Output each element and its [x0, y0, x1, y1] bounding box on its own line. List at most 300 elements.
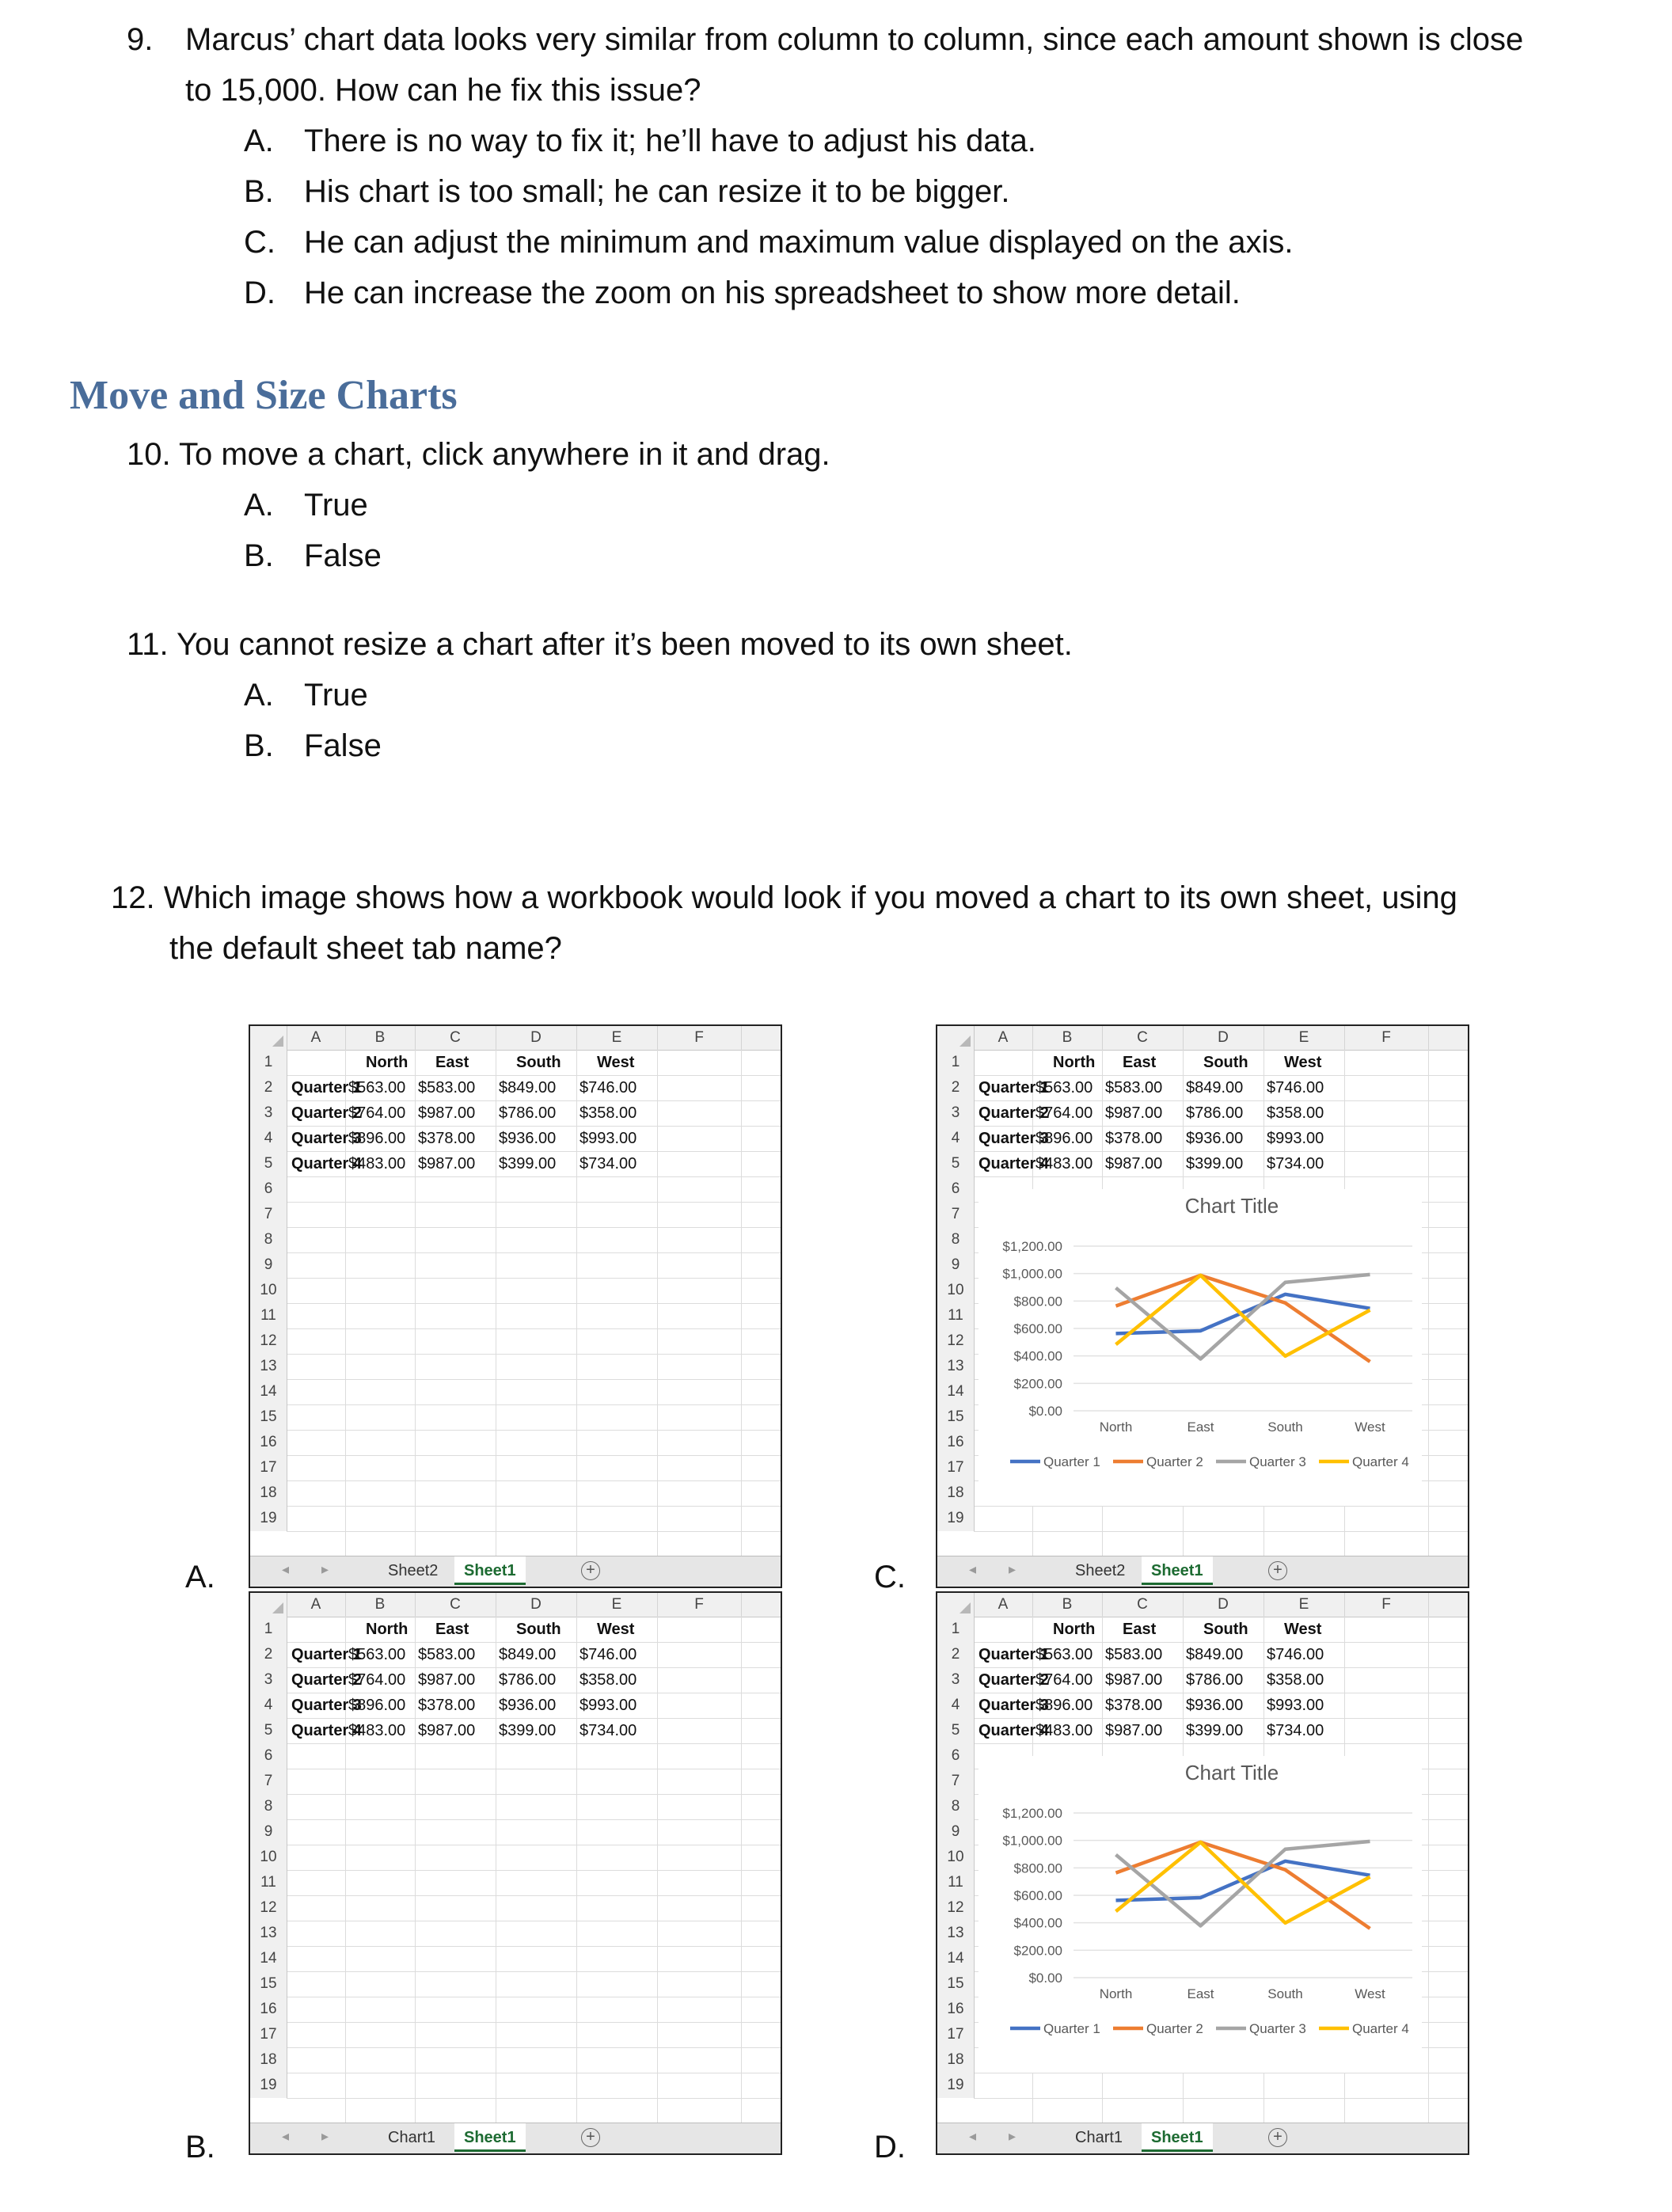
cell-value[interactable]: $746.00 [1267, 1646, 1324, 1663]
cell-value[interactable]: $399.00 [499, 1155, 557, 1173]
row-header-13[interactable]: 13 [250, 1354, 287, 1379]
row-header-9[interactable]: 9 [937, 1819, 975, 1845]
sheet-tab-first[interactable]: Chart1 [1075, 2129, 1123, 2146]
row-header-2[interactable]: 2 [250, 1075, 287, 1100]
cell-value[interactable]: $936.00 [1186, 1130, 1244, 1147]
grid-row-line [287, 1430, 781, 1431]
cell-value[interactable]: $936.00 [1186, 1697, 1244, 1714]
cell-value[interactable]: $358.00 [1267, 1671, 1324, 1689]
column-header-e[interactable]: E [1264, 1026, 1345, 1050]
cell-header-west[interactable]: West [1284, 1621, 1322, 1638]
grid-column-line [1428, 1050, 1429, 1556]
column-header-d[interactable]: D [1183, 1593, 1264, 1617]
cell-value[interactable]: $786.00 [1186, 1104, 1244, 1122]
grid-column-line [741, 1050, 742, 1556]
add-sheet-icon[interactable]: + [581, 1561, 600, 1580]
grid-row-line [287, 1227, 781, 1228]
cell-value[interactable]: $993.00 [1267, 1130, 1324, 1147]
cell-header-east[interactable]: East [1123, 1621, 1157, 1638]
cell-row-label[interactable]: Quarter 3 [291, 1130, 362, 1147]
cell-value[interactable]: $483.00 [348, 1722, 406, 1739]
option-letter: A. [244, 488, 274, 523]
q9-number: 9. [127, 22, 154, 57]
row-header-12[interactable]: 12 [937, 1895, 975, 1921]
q12-line1: 12. Which image shows how a workbook would look if you moved a chart to its own sheet, using [111, 880, 1457, 915]
grid-row-line [287, 1202, 781, 1203]
option-letter: A. [244, 678, 274, 713]
scroll-left-icon[interactable]: ◂ [282, 2128, 290, 2144]
row-header-9[interactable]: 9 [250, 1252, 287, 1278]
row-header-3[interactable]: 3 [250, 1100, 287, 1126]
cell-value[interactable]: $764.00 [1036, 1104, 1093, 1122]
cell-value[interactable]: $483.00 [348, 1155, 406, 1173]
cell-header-east[interactable]: East [435, 1054, 469, 1071]
grid-row-line [287, 1946, 781, 1947]
cell-value[interactable]: $896.00 [1036, 1697, 1093, 1714]
row-header-10[interactable]: 10 [250, 1278, 287, 1303]
row-header-7[interactable]: 7 [937, 1769, 975, 1794]
column-header-c[interactable]: C [415, 1593, 496, 1617]
y-tick-label: $0.00 [1028, 1971, 1062, 1986]
option-text: There is no way to fix it; he’ll have to adjust his data. [304, 124, 1036, 158]
add-sheet-icon[interactable]: + [1268, 1561, 1287, 1580]
option-letter: A. [244, 124, 274, 158]
row-header-6[interactable]: 6 [937, 1743, 975, 1769]
cell-value[interactable]: $764.00 [348, 1671, 406, 1689]
grid-row-line [287, 1870, 781, 1871]
cell-value[interactable]: $987.00 [418, 1671, 476, 1689]
row-header-8[interactable]: 8 [250, 1227, 287, 1252]
row-header-15[interactable]: 15 [937, 1971, 975, 1997]
row-header-7[interactable]: 7 [937, 1202, 975, 1227]
row-header-12[interactable]: 12 [250, 1895, 287, 1921]
cell-value[interactable]: $734.00 [1267, 1722, 1324, 1739]
sheet-tab-bar [937, 1556, 1468, 1587]
grid-row-line [974, 1506, 1468, 1507]
cell-value[interactable]: $734.00 [580, 1155, 637, 1173]
cell-value[interactable]: $399.00 [1186, 1722, 1244, 1739]
grid-row-line [974, 1743, 1468, 1744]
cell-value[interactable]: $786.00 [499, 1104, 557, 1122]
column-header-e[interactable]: E [1264, 1593, 1345, 1617]
cell-value[interactable]: $563.00 [1036, 1079, 1093, 1096]
cell-value[interactable]: $563.00 [348, 1646, 406, 1663]
row-header-10[interactable]: 10 [250, 1845, 287, 1870]
x-tick-label: East [1187, 1420, 1214, 1435]
row-header-19[interactable]: 19 [250, 2073, 287, 2098]
cell-value[interactable]: $746.00 [1267, 1079, 1324, 1096]
legend-label: Quarter 2 [1146, 2021, 1203, 2036]
cell-value[interactable]: $993.00 [580, 1697, 637, 1714]
column-header-c[interactable]: C [1102, 1026, 1184, 1050]
row-header-2[interactable]: 2 [250, 1642, 287, 1667]
cell-header-east[interactable]: East [1123, 1054, 1157, 1071]
cell-value[interactable]: $896.00 [1036, 1130, 1093, 1147]
grid-column-line [741, 1617, 742, 2123]
cell-value[interactable]: $563.00 [348, 1079, 406, 1096]
cell-value[interactable]: $746.00 [580, 1646, 637, 1663]
cell-value[interactable]: $993.00 [580, 1130, 637, 1147]
cell-header-north[interactable]: North [366, 1054, 408, 1071]
cell-value[interactable]: $746.00 [580, 1079, 637, 1096]
chart-title: Chart Title [1184, 1761, 1279, 1784]
row-header-2[interactable]: 2 [937, 1642, 975, 1667]
row-header-3[interactable]: 3 [937, 1100, 975, 1126]
image-label-c: C. [874, 1560, 906, 1594]
cell-header-west[interactable]: West [597, 1621, 635, 1638]
workbook-image-d[interactable] [936, 1591, 1469, 2155]
row-header-10[interactable]: 10 [937, 1278, 975, 1303]
cell-value[interactable]: $849.00 [1186, 1079, 1244, 1096]
sheet-tab-first[interactable]: Chart1 [388, 2129, 436, 2146]
y-tick-label: $200.00 [1013, 1376, 1062, 1392]
row-header-9[interactable]: 9 [937, 1252, 975, 1278]
row-header-13[interactable]: 13 [937, 1921, 975, 1946]
cell-row-label[interactable]: Quarter 2 [978, 1671, 1049, 1689]
row-header-8[interactable]: 8 [250, 1794, 287, 1819]
grid-column-line [415, 1617, 416, 2123]
row-header-1[interactable]: 1 [250, 1617, 287, 1642]
row-header-4[interactable]: 4 [250, 1693, 287, 1718]
cell-header-east[interactable]: East [435, 1621, 469, 1638]
cell-value[interactable]: $849.00 [499, 1646, 557, 1663]
column-header-c[interactable]: C [1102, 1593, 1184, 1617]
grid-column-line [1428, 1617, 1429, 2123]
add-sheet-icon[interactable]: + [581, 2128, 600, 2147]
cell-header-south[interactable]: South [1203, 1054, 1248, 1071]
cell-value[interactable]: $786.00 [1186, 1671, 1244, 1689]
option-text: True [304, 488, 368, 523]
q9-line2: to 15,000. How can he fix this issue? [185, 73, 701, 108]
cell-value[interactable]: $378.00 [1105, 1130, 1163, 1147]
grid-column-line [657, 1617, 658, 2123]
image-label-b: B. [185, 2130, 215, 2164]
cell-value[interactable]: $378.00 [418, 1130, 476, 1147]
column-header-f[interactable]: F [1344, 1593, 1429, 1617]
row-header-15[interactable]: 15 [937, 1404, 975, 1430]
cell-value[interactable]: $987.00 [1105, 1155, 1163, 1173]
column-header-a[interactable]: A [974, 1593, 1033, 1617]
y-tick-label: $1,200.00 [1002, 1806, 1062, 1821]
row-header-19[interactable]: 19 [937, 1506, 975, 1531]
cell-value[interactable]: $936.00 [499, 1130, 557, 1147]
y-tick-label: $1,000.00 [1002, 1833, 1062, 1849]
cell-value[interactable]: $358.00 [580, 1104, 637, 1122]
option-letter: B. [244, 538, 274, 573]
image-label-d: D. [874, 2130, 906, 2164]
cell-value[interactable]: $764.00 [1036, 1671, 1093, 1689]
x-tick-label: North [1099, 1986, 1133, 2001]
row-header-7[interactable]: 7 [250, 1202, 287, 1227]
scroll-right-icon[interactable]: ▸ [321, 1561, 329, 1577]
column-header-f[interactable]: F [657, 1026, 742, 1050]
cell-value[interactable]: $987.00 [418, 1722, 476, 1739]
cell-value[interactable]: $399.00 [499, 1722, 557, 1739]
cell-value[interactable]: $583.00 [1105, 1646, 1163, 1663]
q10-text: 10. To move a chart, click anywhere in it and drag. [127, 437, 830, 472]
row-header-4[interactable]: 4 [250, 1126, 287, 1151]
cell-row-label[interactable]: Quarter 1 [978, 1646, 1049, 1663]
x-tick-label: West [1355, 1420, 1385, 1435]
cell-value[interactable]: $987.00 [418, 1155, 476, 1173]
option-text: False [304, 728, 382, 763]
option-letter: B. [244, 728, 274, 763]
column-header-c[interactable]: C [415, 1026, 496, 1050]
row-header-6[interactable]: 6 [250, 1743, 287, 1769]
cell-header-west[interactable]: West [597, 1054, 635, 1071]
option-letter: D. [244, 276, 276, 310]
cell-value[interactable]: $583.00 [418, 1079, 476, 1096]
sheet-tab-sheet1[interactable]: Sheet1 [1142, 1556, 1213, 1585]
cell-row-label[interactable]: Quarter 2 [291, 1671, 362, 1689]
row-header-17[interactable]: 17 [250, 2022, 287, 2047]
sheet-tab-sheet1[interactable]: Sheet1 [454, 1556, 526, 1585]
legend-label: Quarter 3 [1249, 2021, 1306, 2036]
row-header-14[interactable]: 14 [250, 1379, 287, 1404]
scroll-left-icon[interactable]: ◂ [282, 1561, 290, 1577]
column-header-e[interactable]: E [576, 1026, 658, 1050]
cell-row-label[interactable]: Quarter 4 [978, 1155, 1049, 1173]
cell-value[interactable]: $993.00 [1267, 1697, 1324, 1714]
column-header-f[interactable]: F [657, 1593, 742, 1617]
row-header-16[interactable]: 16 [937, 1997, 975, 2022]
scroll-right-icon[interactable]: ▸ [1009, 2128, 1016, 2144]
q9-line1: Marcus’ chart data looks very similar from column to column, since each amount shown is close [185, 22, 1524, 57]
option-letter: B. [244, 174, 274, 209]
column-header-b[interactable]: B [345, 1026, 416, 1050]
column-header-b[interactable]: B [1032, 1593, 1103, 1617]
chart-svg [978, 1756, 1422, 2073]
cell-header-south[interactable]: South [516, 1054, 561, 1071]
cell-row-label[interactable]: Quarter 4 [291, 1155, 362, 1173]
cell-value[interactable]: $987.00 [418, 1104, 476, 1122]
option-text: He can increase the zoom on his spreadsheet to show more detail. [304, 276, 1241, 310]
row-header-14[interactable]: 14 [937, 1379, 975, 1404]
cell-value[interactable]: $764.00 [348, 1104, 406, 1122]
cell-value[interactable]: $987.00 [1105, 1104, 1163, 1122]
row-header-1[interactable]: 1 [250, 1050, 287, 1075]
cell-row-label[interactable]: Quarter 3 [978, 1130, 1049, 1147]
row-header-15[interactable]: 15 [250, 1971, 287, 1997]
cell-row-label[interactable]: Quarter 3 [291, 1697, 362, 1714]
cell-value[interactable]: $987.00 [1105, 1671, 1163, 1689]
select-all-corner[interactable] [250, 1593, 287, 1617]
line-chart[interactable] [978, 1189, 1422, 1506]
row-header-12[interactable]: 12 [937, 1328, 975, 1354]
legend-label: Quarter 3 [1249, 1454, 1306, 1469]
sheet-tab-bar [250, 2123, 781, 2153]
row-header-3[interactable]: 3 [937, 1667, 975, 1693]
column-header-d[interactable]: D [1183, 1026, 1264, 1050]
cell-row-label[interactable]: Quarter 3 [978, 1697, 1049, 1714]
grid-column-line [657, 1050, 658, 1556]
row-header-4[interactable]: 4 [937, 1126, 975, 1151]
select-all-corner[interactable] [250, 1026, 287, 1050]
row-header-6[interactable]: 6 [250, 1176, 287, 1202]
workbook-image-c[interactable] [936, 1024, 1469, 1588]
option-letter: C. [244, 225, 276, 260]
cell-header-north[interactable]: North [366, 1621, 408, 1638]
row-header-16[interactable]: 16 [937, 1430, 975, 1455]
cell-value[interactable]: $936.00 [499, 1697, 557, 1714]
row-header-5[interactable]: 5 [937, 1151, 975, 1176]
option-text: True [304, 678, 368, 713]
cell-value[interactable]: $563.00 [1036, 1646, 1093, 1663]
cell-row-label[interactable]: Quarter 1 [291, 1646, 362, 1663]
row-header-8[interactable]: 8 [937, 1227, 975, 1252]
select-all-corner[interactable] [937, 1593, 975, 1617]
row-header-19[interactable]: 19 [250, 1506, 287, 1531]
cell-value[interactable]: $734.00 [580, 1722, 637, 1739]
column-header-a[interactable]: A [287, 1026, 346, 1050]
cell-value[interactable]: $378.00 [418, 1697, 476, 1714]
add-sheet-icon[interactable]: + [1268, 2128, 1287, 2147]
grid-row-line [287, 1404, 781, 1405]
row-header-14[interactable]: 14 [250, 1946, 287, 1971]
scroll-right-icon[interactable]: ▸ [321, 2128, 329, 2144]
cell-header-west[interactable]: West [1284, 1054, 1322, 1071]
cell-header-north[interactable]: North [1053, 1621, 1096, 1638]
y-tick-label: $400.00 [1013, 1915, 1062, 1931]
cell-value[interactable]: $399.00 [1186, 1155, 1244, 1173]
row-header-17[interactable]: 17 [937, 2022, 975, 2047]
grid-column-line [415, 1050, 416, 1556]
cell-value[interactable]: $378.00 [1105, 1697, 1163, 1714]
y-tick-label: $1,000.00 [1002, 1266, 1062, 1282]
grid-row-line [974, 1176, 1468, 1177]
cell-row-label[interactable]: Quarter 1 [291, 1079, 362, 1096]
row-header-11[interactable]: 11 [937, 1303, 975, 1328]
cell-header-north[interactable]: North [1053, 1054, 1096, 1071]
cell-row-label[interactable]: Quarter 1 [978, 1079, 1049, 1096]
x-tick-label: South [1267, 1420, 1303, 1435]
cell-value[interactable]: $896.00 [348, 1697, 406, 1714]
row-header-11[interactable]: 11 [250, 1870, 287, 1895]
y-tick-label: $1,200.00 [1002, 1239, 1062, 1254]
row-header-18[interactable]: 18 [937, 1480, 975, 1506]
cell-value[interactable]: $849.00 [1186, 1646, 1244, 1663]
cell-header-south[interactable]: South [1203, 1621, 1248, 1638]
sheet-tab-first[interactable]: Sheet2 [388, 1562, 439, 1579]
x-tick-label: East [1187, 1986, 1214, 2001]
row-header-18[interactable]: 18 [250, 2047, 287, 2073]
row-header-3[interactable]: 3 [250, 1667, 287, 1693]
option-text: False [304, 538, 382, 573]
x-tick-label: North [1099, 1420, 1133, 1435]
cell-row-label[interactable]: Quarter 4 [978, 1722, 1049, 1739]
cell-value[interactable]: $896.00 [348, 1130, 406, 1147]
cell-value[interactable]: $483.00 [1036, 1155, 1093, 1173]
column-header-a[interactable]: A [974, 1026, 1033, 1050]
cell-row-label[interactable]: Quarter 4 [291, 1722, 362, 1739]
cell-value[interactable]: $849.00 [499, 1079, 557, 1096]
grid-row-line [287, 1252, 781, 1253]
scroll-right-icon[interactable]: ▸ [1009, 1561, 1016, 1577]
cell-value[interactable]: $987.00 [1105, 1722, 1163, 1739]
row-header-4[interactable]: 4 [937, 1693, 975, 1718]
sheet-tab-sheet1[interactable]: Sheet1 [1142, 2123, 1213, 2152]
row-header-17[interactable]: 17 [937, 1455, 975, 1480]
y-tick-label: $600.00 [1013, 1321, 1062, 1336]
cell-value[interactable]: $583.00 [1105, 1079, 1163, 1096]
row-header-1[interactable]: 1 [937, 1050, 975, 1075]
row-header-10[interactable]: 10 [937, 1845, 975, 1870]
sheet-tab-sheet1[interactable]: Sheet1 [454, 2123, 526, 2152]
row-header-12[interactable]: 12 [250, 1328, 287, 1354]
cell-row-label[interactable]: Quarter 2 [978, 1104, 1049, 1122]
row-header-18[interactable]: 18 [250, 1480, 287, 1506]
cell-value[interactable]: $786.00 [499, 1671, 557, 1689]
row-header-11[interactable]: 11 [937, 1870, 975, 1895]
grid-row-line [287, 1455, 781, 1456]
cell-value[interactable]: $483.00 [1036, 1722, 1093, 1739]
grid-row-line [287, 1354, 781, 1355]
row-header-11[interactable]: 11 [250, 1303, 287, 1328]
column-header-f[interactable]: F [1344, 1026, 1429, 1050]
grid-column-line [576, 1050, 577, 1556]
legend-label: Quarter 2 [1146, 1454, 1203, 1469]
line-chart[interactable] [978, 1756, 1422, 2073]
column-header-a[interactable]: A [287, 1593, 346, 1617]
y-tick-label: $800.00 [1013, 1294, 1062, 1309]
cell-row-label[interactable]: Quarter 2 [291, 1104, 362, 1122]
column-header-b[interactable]: B [1032, 1026, 1103, 1050]
cell-value[interactable]: $358.00 [580, 1671, 637, 1689]
column-header-d[interactable]: D [496, 1593, 577, 1617]
row-header-5[interactable]: 5 [937, 1718, 975, 1743]
row-header-15[interactable]: 15 [250, 1404, 287, 1430]
sheet-tab-first[interactable]: Sheet2 [1075, 1562, 1126, 1579]
row-header-5[interactable]: 5 [250, 1718, 287, 1743]
row-header-13[interactable]: 13 [937, 1354, 975, 1379]
row-header-9[interactable]: 9 [250, 1819, 287, 1845]
row-header-16[interactable]: 16 [250, 1997, 287, 2022]
row-header-13[interactable]: 13 [250, 1921, 287, 1946]
grid-row-line [287, 1794, 781, 1795]
column-header-d[interactable]: D [496, 1026, 577, 1050]
row-header-17[interactable]: 17 [250, 1455, 287, 1480]
workbook-image-a[interactable] [249, 1024, 782, 1588]
column-header-e[interactable]: E [576, 1593, 658, 1617]
legend-label: Quarter 1 [1043, 1454, 1100, 1469]
legend-label: Quarter 4 [1352, 2021, 1409, 2036]
row-header-5[interactable]: 5 [250, 1151, 287, 1176]
y-tick-label: $400.00 [1013, 1348, 1062, 1364]
row-header-16[interactable]: 16 [250, 1430, 287, 1455]
row-header-6[interactable]: 6 [937, 1176, 975, 1202]
row-header-7[interactable]: 7 [250, 1769, 287, 1794]
legend-label: Quarter 4 [1352, 1454, 1409, 1469]
grid-row-line [287, 1303, 781, 1304]
workbook-image-b[interactable] [249, 1591, 782, 2155]
cell-value[interactable]: $358.00 [1267, 1104, 1324, 1122]
cell-header-south[interactable]: South [516, 1621, 561, 1638]
grid-row-line [287, 1531, 781, 1532]
scroll-left-icon[interactable]: ◂ [969, 2128, 977, 2144]
row-header-1[interactable]: 1 [937, 1617, 975, 1642]
row-header-19[interactable]: 19 [937, 2073, 975, 2098]
column-header-b[interactable]: B [345, 1593, 416, 1617]
select-all-corner[interactable] [937, 1026, 975, 1050]
row-header-18[interactable]: 18 [937, 2047, 975, 2073]
row-header-14[interactable]: 14 [937, 1946, 975, 1971]
cell-value[interactable]: $583.00 [418, 1646, 476, 1663]
row-header-2[interactable]: 2 [937, 1075, 975, 1100]
row-header-8[interactable]: 8 [937, 1794, 975, 1819]
grid-row-line [974, 1531, 1468, 1532]
cell-value[interactable]: $734.00 [1267, 1155, 1324, 1173]
scroll-left-icon[interactable]: ◂ [969, 1561, 977, 1577]
